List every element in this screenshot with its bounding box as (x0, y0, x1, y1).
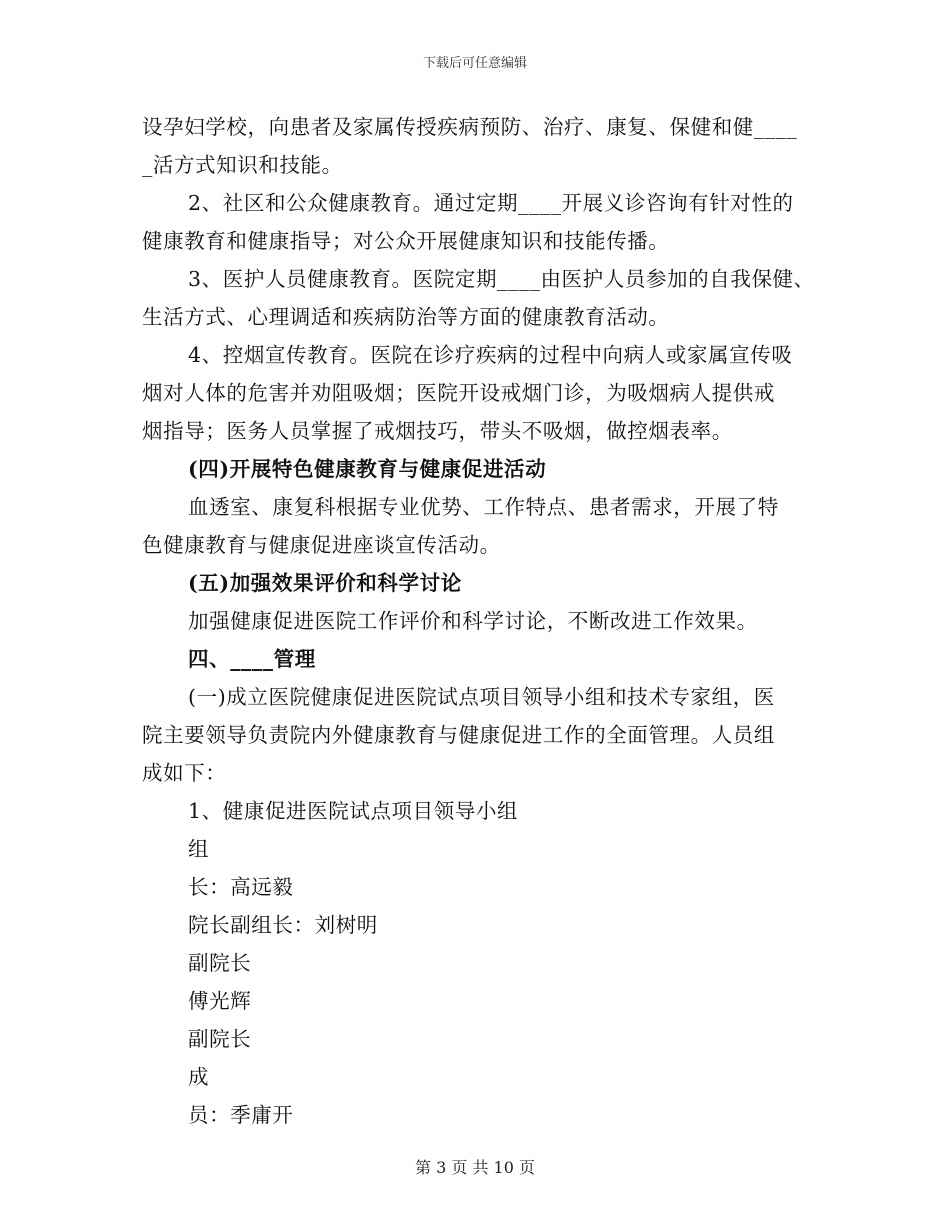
section-heading: (五)加强效果评价和科学讨论 (188, 571, 462, 595)
member-line: 员：季庸开 (188, 1103, 294, 1127)
paragraph-line: 烟对人体的危害并劝阻吸烟；医院开设戒烟门诊，为吸烟病人提供戒 (142, 381, 775, 405)
paragraph-line: 加强健康促进医院工作评价和科学讨论，不断改进工作效果。 (188, 609, 758, 633)
paragraph-line: 1、健康促进医院试点项目领导小组 (188, 799, 519, 823)
member-line: 副院长 (188, 1027, 252, 1051)
page-number: 第 3 页 共 10 页 (415, 1158, 535, 1177)
member-line: 院长副组长：刘树明 (188, 913, 378, 937)
paragraph-line: _活方式知识和技能。 (142, 153, 343, 177)
paragraph-line: 设孕妇学校，向患者及家属传授疾病预防、治疗、康复、保健和健____ (142, 115, 798, 139)
paragraph-line: 3、医护人员健康教育。医院定期____由医护人员参加的自我保健、 (188, 267, 815, 291)
member-line: 长：高远毅 (188, 875, 294, 899)
paragraph-line: 成如下： (142, 761, 227, 785)
paragraph-line: 烟指导；医务人员掌握了戒烟技巧，带头不吸烟，做控烟表率。 (142, 419, 733, 443)
member-line: 副院长 (188, 951, 252, 975)
paragraph-line: 色健康教育与健康促进座谈宣传活动。 (142, 533, 501, 557)
page-header-note: 下载后可任意编辑 (422, 56, 527, 71)
paragraph-line: 4、控烟宣传教育。医院在诊疗疾病的过程中向病人或家属宣传吸 (188, 343, 793, 367)
paragraph-line: 健康教育和健康指导；对公众开展健康知识和技能传播。 (142, 229, 670, 253)
paragraph-line: 院主要领导负责院内外健康教育与健康促进工作的全面管理。人员组 (142, 723, 775, 747)
member-line: 组 (188, 837, 210, 861)
section-heading: 四、____管理 (188, 647, 316, 671)
paragraph-line: (一)成立医院健康促进医院试点项目领导小组和技术专家组，医 (188, 685, 775, 709)
member-line: 成 (188, 1065, 210, 1089)
paragraph-line: 血透室、康复科根据专业优势、工作特点、患者需求，开展了特 (188, 495, 779, 519)
member-line: 傅光辉 (188, 989, 252, 1013)
document-body (142, 108, 822, 1134)
paragraph-line: 生活方式、心理调适和疾病防治等方面的健康教育活动。 (142, 305, 670, 329)
paragraph-line: 2、社区和公众健康教育。通过定期____开展义诊咨询有针对性的 (188, 191, 794, 215)
section-heading: (四)开展特色健康教育与健康促进活动 (188, 457, 547, 481)
